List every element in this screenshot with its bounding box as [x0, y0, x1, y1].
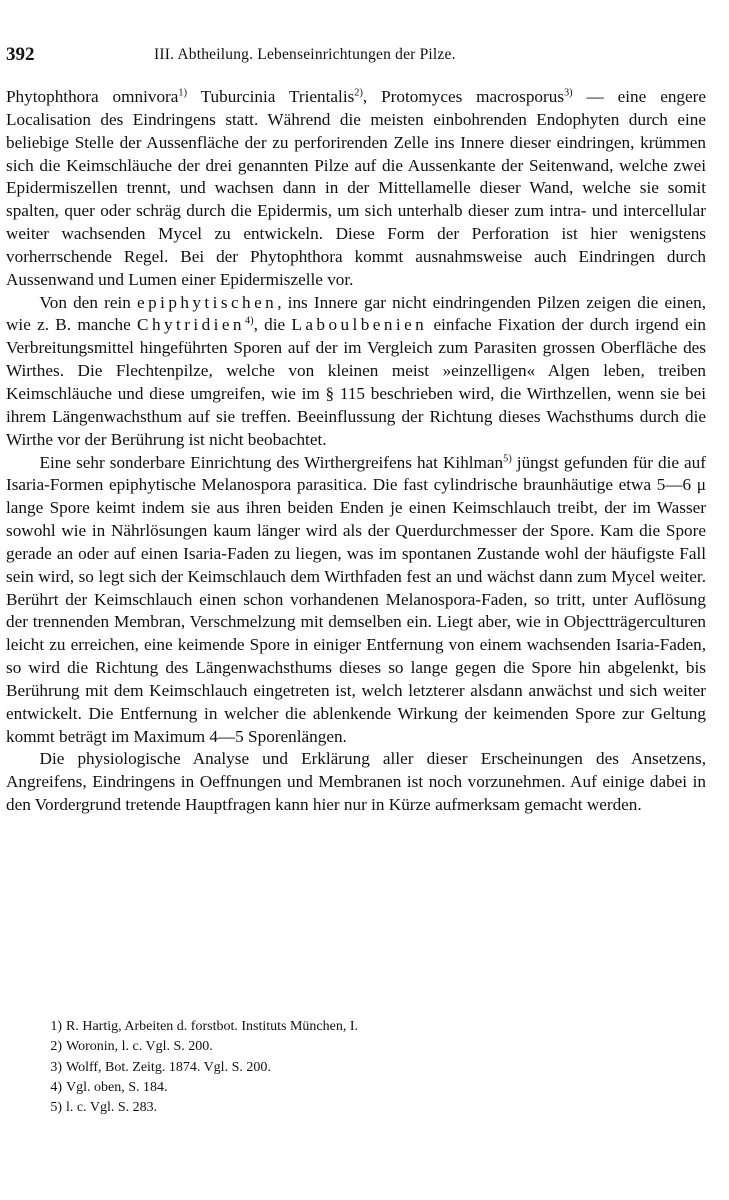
text-run: Tuburcinia Trientalis	[187, 87, 355, 106]
text-run: Die physiologische Analyse und Erklärung aller dieser Erscheinungen des Ansetzens, Angreifens, Eindringens in Oeffnungen und Membranen ist noch vorzunehmen. Auf einige dabei in den Vordergrund tretende Hauptfragen kann hier nur in Kürze aufmerksam gemacht werden.	[6, 749, 706, 815]
paragraph	[6, 86, 706, 292]
footnote-text: Wolff, Bot. Zeitg. 1874. Vgl. S. 200.	[66, 1059, 271, 1075]
text-run: Eine sehr sonderbare Einrichtung des Wirthergreifens hat Kihlman	[39, 452, 504, 472]
text-run: , Protomyces macrosporus	[362, 87, 565, 106]
footnotes	[40, 1017, 560, 1118]
footnote-number: 1)	[50, 1019, 62, 1034]
emphasized-term: epiphytischen	[137, 292, 278, 312]
footnote-text: R. Hartig, Arbeiten d. forstbot. Instituts München, I.	[66, 1019, 359, 1034]
footnote	[40, 1098, 560, 1118]
footnote-reference: 1)	[178, 87, 188, 99]
text-run: Von den rein	[39, 292, 137, 312]
footnote-number: 4)	[50, 1079, 62, 1095]
footnote-number: 2)	[50, 1039, 62, 1055]
footnote-reference: 2)	[354, 87, 363, 99]
footnote	[40, 1037, 560, 1057]
text-run: Phytophthora omnivora	[6, 87, 179, 106]
footnote-text: l. c. Vgl. S. 283.	[66, 1100, 158, 1116]
text-run: , die	[253, 315, 292, 335]
footnote-reference: 5)	[503, 452, 512, 464]
running-title: III. Abtheilung. Lebenseinrichtungen der Pilze.	[154, 46, 456, 63]
text-run: jüngst gefunden für die auf Isaria-Formen epiphytische Melanospora parasitica. Die fast cylindrische braunhäutige etwa 5—6 μ lange Spore keimt indem sie aus ihren beiden Enden je einen Keimschlauch treibt, der im Wasser sowohl wie in Nährlösungen kaum länger wird als der Querdurchmesser der Spore. Kam die Spore gerade an oder auf einen Isaria-Faden zu liegen, was im spontanen Zustande wohl der häufigste Fall sein wird, so legt sich der Keimschlauch dem Wirthfaden fest an und wächst dann zum Mycel weiter. Berührt der Keimschlauch einen schon vorhandenen Melanospora-Faden, so tritt, unter Auflösung der trennenden Membran, Verschmelzung mit demselben ein. Liegt aber, wie in Objectträgerculturen leicht zu erreichen, eine keimende Spore in einiger Entfernung von einem wachsenden Isaria-Faden, so wird die Richtung des Längenwachsthums dieses so lange gegen die Spore hin abgelenkt, bis Berührung mit dem Keimschlauch eingetreten ist, welch letzterer alsdann anwächst und sich weiter entwickelt. Die Entfernung in welcher die ablenkende Wirkung der keimenden Spore zur Geltung kommt beträgt im Maximum 4—5 Sporenlängen.	[6, 452, 706, 746]
text-run: — eine engere Localisation des Eindringens statt. Während die meisten einbohrenden Endophyten durch eine beliebige Stelle der Aussenfläche der zu perforirenden Zelle ins Innere dieser eindringen, krümmen sich die Keimschläuche der drei genannten Pilze auf die Aussenkante der Seitenwand, welche zwei Epidermiszellen trennt, und wachsen dann in der Mittellamelle dieser Wand, welche sie somit spalten, quer oder schräg durch die Epidermis, um sich unterhalb dieser zum intra- und intercellular weiter wachsenden Mycel zu entwickeln. Diese Form der Perforation ist hier wenigstens vorherrschende Regel. Bei der Phytophthora kommt ausnahmsweise auch Eindringen durch Aussenwand und Lumen einer Epidermiszelle vor.	[6, 87, 706, 289]
footnote-reference: 4)	[244, 315, 254, 327]
footnote-text: Woronin, l. c. Vgl. S. 200.	[66, 1039, 213, 1055]
footnote	[40, 1017, 560, 1037]
text-run: einfache Fixation der durch irgend ein Verbreitungsmittel hingeführten Sporen auf der im Vergleich zum Parasiten grossen Oberfläche des Wirthes. Die Flechtenpilze, welche von kleinen meist »einzelligen« Algen leben, treiben Keimschläuche und diese umgreifen, wie im § 115 beschrieben wird, die Wirthzellen, wenn sie bei ihrem Längenwachsthum auf sie treffen. Beeinflussung der Richtung dieses Wachsthums durch die Wirthe vor der Berührung ist nicht beobachtet.	[6, 315, 706, 449]
footnote-text: Vgl. oben, S. 184.	[66, 1079, 168, 1095]
page-number: 392	[6, 44, 35, 65]
footnote	[40, 1058, 560, 1078]
footnote	[40, 1078, 560, 1098]
body-text	[6, 86, 706, 817]
footnote-number: 5)	[50, 1100, 62, 1116]
text-run: , ins Innere gar nicht eindringenden Pilzen zeigen die einen, wie z. B. manche	[6, 292, 707, 335]
footnote-reference: 3)	[564, 87, 573, 99]
page-header	[6, 44, 706, 70]
paragraph	[6, 292, 706, 452]
footnote-number: 3)	[50, 1059, 62, 1075]
paragraph	[6, 748, 706, 817]
emphasized-term: Laboulbenien	[291, 315, 428, 335]
paragraph	[6, 452, 706, 749]
emphasized-term: Chytridien	[137, 315, 245, 335]
